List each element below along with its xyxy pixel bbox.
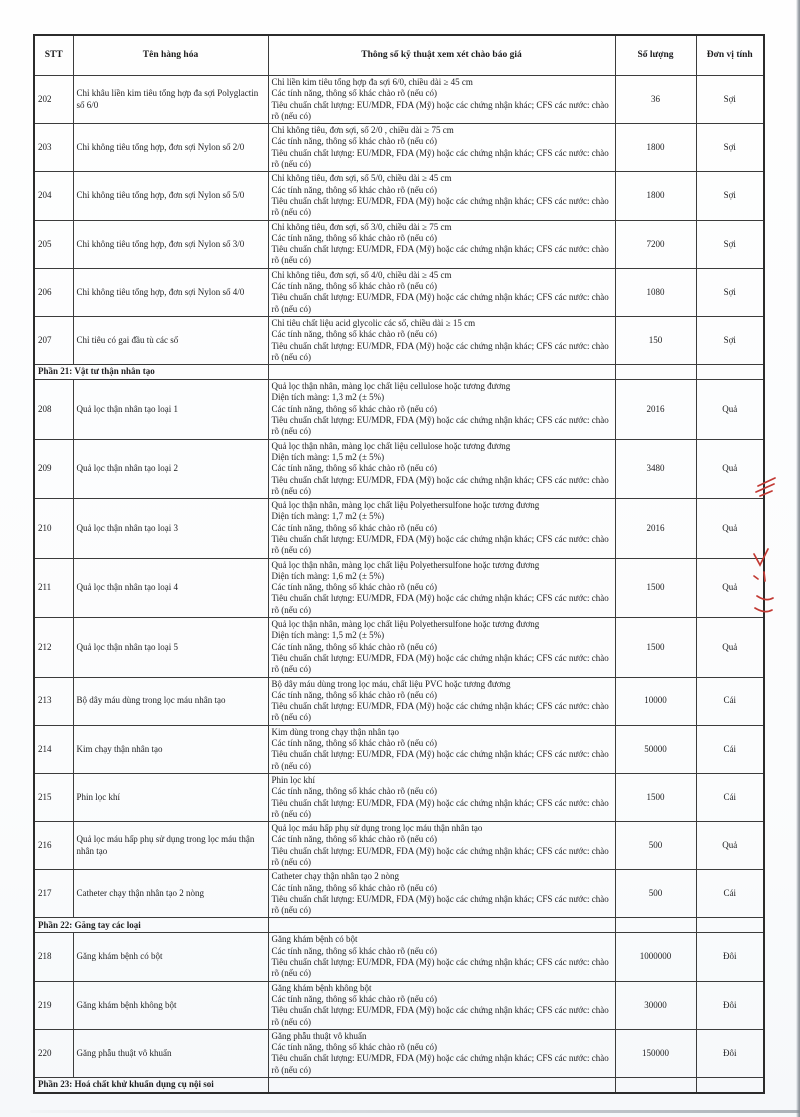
item-specs [268, 268, 615, 316]
item-name: Phin lọc khí [73, 773, 268, 821]
row-number: 203 [34, 124, 73, 172]
spec-line: Quả lọc thận nhân, màng lọc chất liệu Polyethersulfone hoặc tương đương [271, 500, 540, 511]
table-row [34, 618, 764, 677]
spec-line: Các tính năng, thông số khác chào rõ (nếu có) [271, 463, 437, 474]
section-empty-cell [696, 918, 764, 933]
item-unit: Quả [696, 822, 764, 870]
section-label: Phần 21: Vật tư thận nhân tạo [34, 365, 268, 380]
item-specs [268, 822, 615, 870]
section-empty-cell [696, 365, 764, 380]
spec-line: Các tính năng, thông số khác chào rõ (nếu có) [271, 136, 437, 147]
item-name: Găng khám bệnh có bột [73, 933, 268, 981]
spec-line: Tiêu chuẩn chất lượng: EU/MDR, FDA (Mỹ) hoặc các chứng nhận khác; CFS các nước: chào rõ (nếu có) [271, 1005, 609, 1027]
spec-line: Chỉ không tiêu, đơn sợi, số 3/0, chiều dài ≥ 75 cm [271, 221, 452, 232]
item-name: Quả lọc máu hấp phụ sử dụng trong lọc máu thận nhân tạo [73, 822, 268, 870]
item-specs [268, 124, 615, 172]
item-quantity: 1500 [615, 773, 696, 821]
item-specs [268, 725, 615, 773]
section-empty-cell [615, 1078, 696, 1094]
column-header-unit: Đơn vị tính [696, 35, 764, 76]
item-specs [268, 380, 615, 439]
spec-line: Tiêu chuẩn chất lượng: EU/MDR, FDA (Mỹ) hoặc các chứng nhận khác; CFS các nước: chào rõ (nếu có) [271, 1053, 609, 1075]
spec-line: Tiêu chuẩn chất lượng: EU/MDR, FDA (Mỹ) hoặc các chứng nhận khác; CFS các nước: chào rõ (nếu có) [271, 292, 609, 314]
item-specs [268, 499, 615, 558]
row-number: 217 [34, 870, 73, 918]
row-number: 212 [34, 618, 73, 677]
table-row [34, 380, 764, 439]
item-unit: Cái [696, 773, 764, 821]
item-name: Chỉ không tiêu tổng hợp, đơn sợi Nylon số 2/0 [73, 124, 268, 172]
scan-right-edge-shadow [796, 0, 800, 1117]
item-specs [268, 558, 615, 617]
spec-line: Tiêu chuẩn chất lượng: EU/MDR, FDA (Mỹ) hoặc các chứng nhận khác; CFS các nước: chào rõ (nếu có) [271, 593, 609, 615]
table-row [34, 870, 764, 918]
item-specs [268, 172, 615, 220]
table-row [34, 172, 764, 220]
item-unit: Quả [696, 618, 764, 677]
spec-line: Các tính năng, thông số khác chào rõ (nếu có) [271, 641, 437, 652]
spec-line: Các tính năng, thông số khác chào rõ (nếu có) [271, 281, 437, 292]
spec-line: Tiêu chuẩn chất lượng: EU/MDR, FDA (Mỹ) hoặc các chứng nhận khác; CFS các nước: chào rõ (nếu có) [271, 652, 609, 675]
item-specs [268, 870, 615, 918]
item-name: Chỉ không tiêu tổng hợp, đơn sợi Nylon số 3/0 [73, 220, 268, 268]
row-number: 214 [34, 725, 73, 773]
section-row [34, 1078, 764, 1094]
table-header [34, 35, 764, 76]
column-header-name: Tên hàng hóa [73, 35, 268, 76]
scan-bottom-edge-shadow [30, 1110, 800, 1113]
spec-line: Tiêu chuẩn chất lượng: EU/MDR, FDA (Mỹ) hoặc các chứng nhận khác; CFS các nước: chào rõ (nếu có) [271, 474, 609, 496]
section-label: Phần 23: Hoá chất khử khuẩn dụng cụ nội soi [34, 1078, 268, 1094]
spec-line: Các tính năng, thông số khác chào rõ (nếu có) [271, 522, 437, 533]
item-name: Chỉ không tiêu tổng hợp, đơn sợi Nylon số 5/0 [73, 172, 268, 220]
spec-line: Các tính năng, thông số khác chào rõ (nếu có) [271, 834, 437, 845]
row-number: 215 [34, 773, 73, 821]
spec-line: Các tính năng, thông số khác chào rõ (nếu có) [271, 786, 437, 797]
item-name: Quả lọc thận nhân tạo loại 2 [73, 439, 268, 498]
spec-line: Quả lọc máu hấp phụ sử dụng trong lọc máu thận nhân tạo [271, 823, 483, 834]
column-header-stt: STT [34, 35, 73, 76]
item-specs [268, 677, 615, 725]
spec-line: Găng khám bệnh có bột [271, 934, 358, 945]
section-row [34, 918, 764, 933]
column-header-qty: Số lượng [615, 35, 696, 76]
table-row [34, 1029, 764, 1077]
table-row [34, 773, 764, 821]
table-row [34, 439, 764, 498]
spec-line: Các tính năng, thông số khác chào rõ (nếu có) [271, 738, 437, 749]
row-number: 207 [34, 316, 73, 364]
item-name: Chỉ tiêu có gai đầu tù các số [73, 316, 268, 364]
item-quantity: 1500 [615, 558, 696, 617]
item-specs [268, 933, 615, 981]
spec-line: Tiêu chuẩn chất lượng: EU/MDR, FDA (Mỹ) hoặc các chứng nhận khác; CFS các nước: chào rõ (nếu có) [271, 147, 609, 170]
item-name: Quả lọc thận nhân tạo loại 5 [73, 618, 268, 677]
item-specs [268, 439, 615, 498]
row-number: 205 [34, 220, 73, 268]
item-name: Chỉ khâu liền kim tiêu tổng hợp đa sợi Polyglactin số 6/0 [73, 76, 268, 124]
spec-line: Tiêu chuẩn chất lượng: EU/MDR, FDA (Mỹ) hoặc các chứng nhận khác; CFS các nước: chào rõ (nếu có) [271, 340, 609, 362]
spec-line: Các tính năng, thông số khác chào rõ (nếu có) [271, 88, 437, 99]
spec-line: Tiêu chuẩn chất lượng: EU/MDR, FDA (Mỹ) hoặc các chứng nhận khác; CFS các nước: chào rõ (nếu có) [271, 957, 609, 979]
spec-line: Quả lọc thận nhân, màng lọc chất liệu Polyethersulfone hoặc tương đương [271, 559, 540, 570]
spec-line: Kim dùng trong chạy thận nhân tạo [271, 726, 399, 737]
item-quantity: 1500 [615, 618, 696, 677]
section-empty-cell [268, 365, 615, 380]
item-unit: Sợi [696, 76, 764, 124]
item-quantity: 150000 [615, 1029, 696, 1077]
handwritten-pen-marks [742, 462, 800, 632]
item-unit: Cái [696, 677, 764, 725]
spec-line: Bộ dây máu dùng trong lọc máu, chất liệu PVC hoặc tương đương [271, 678, 511, 689]
table-row [34, 822, 764, 870]
spec-line: Chỉ liền kim tiêu tổng hợp đa sợi 6/0, chiều dài ≥ 45 cm [271, 77, 473, 87]
spec-line: Diện tích màng: 1,5 m2 (± 5%) [271, 630, 385, 641]
row-number: 209 [34, 439, 73, 498]
spec-line: Tiêu chuẩn chất lượng: EU/MDR, FDA (Mỹ) hoặc các chứng nhận khác; CFS các nước: chào rõ (nếu có) [271, 533, 609, 556]
item-quantity: 1800 [615, 172, 696, 220]
spec-line: Quả lọc thận nhân, màng lọc chất liệu Polyethersulfone hoặc tương đương [271, 619, 540, 630]
spec-line: Diện tích màng: 1,6 m2 (± 5%) [271, 570, 385, 581]
item-name: Găng phẫu thuật vô khuẩn [73, 1029, 268, 1077]
item-quantity: 500 [615, 870, 696, 918]
item-specs [268, 773, 615, 821]
item-unit: Sợi [696, 124, 764, 172]
spec-line: Quả lọc thận nhân, màng lọc chất liệu cellulose hoặc tương đương [271, 381, 511, 392]
spec-line: Các tính năng, thông số khác chào rõ (nếu có) [271, 232, 437, 243]
spec-line: Các tính năng, thông số khác chào rõ (nếu có) [271, 882, 437, 893]
section-row [34, 365, 764, 380]
table-row [34, 677, 764, 725]
table-row [34, 76, 764, 124]
item-unit: Đôi [696, 981, 764, 1029]
spec-line: Diện tích màng: 1,5 m2 (± 5%) [271, 451, 385, 462]
item-unit: Đôi [696, 933, 764, 981]
spec-line: Chỉ không tiêu, đơn sợi, số 5/0, chiều dài ≥ 45 cm [271, 173, 452, 184]
spec-line: Chỉ tiêu chất liệu acid glycolic các số, chiều dài ≥ 15 cm [271, 317, 476, 328]
item-quantity: 3480 [615, 439, 696, 498]
item-unit: Cái [696, 725, 764, 773]
spec-line: Các tính năng, thông số khác chào rõ (nếu có) [271, 184, 437, 195]
item-name: Kim chạy thận nhân tạo [73, 725, 268, 773]
spec-line: Găng phẫu thuật vô khuẩn [271, 1030, 367, 1041]
spec-line: Catheter chạy thận nhân tạo 2 nòng [271, 871, 399, 882]
spec-line: Tiêu chuẩn chất lượng: EU/MDR, FDA (Mỹ) hoặc các chứng nhận khác; CFS các nước: chào rõ (nếu có) [271, 893, 609, 916]
item-name: Bộ dây máu dùng trong lọc máu nhân tạo [73, 677, 268, 725]
table-row [34, 220, 764, 268]
item-name: Găng khám bệnh không bột [73, 981, 268, 1029]
spec-line: Tiêu chuẩn chất lượng: EU/MDR, FDA (Mỹ) hoặc các chứng nhận khác; CFS các nước: chào rõ (nếu có) [271, 749, 609, 771]
spec-line: Các tính năng, thông số khác chào rõ (nếu có) [271, 945, 437, 956]
row-number: 202 [34, 76, 73, 124]
table-row [34, 499, 764, 558]
spec-line: Tiêu chuẩn chất lượng: EU/MDR, FDA (Mỹ) hoặc các chứng nhận khác; CFS các nước: chào rõ (nếu có) [271, 701, 609, 723]
spec-line: Tiêu chuẩn chất lượng: EU/MDR, FDA (Mỹ) hoặc các chứng nhận khác; CFS các nước: chào rõ (nếu có) [271, 797, 609, 819]
section-empty-cell [268, 918, 615, 933]
spec-line: Các tính năng, thông số khác chào rõ (nếu có) [271, 993, 437, 1004]
spec-line: Các tính năng, thông số khác chào rõ (nếu có) [271, 689, 437, 700]
item-unit: Cái [696, 870, 764, 918]
section-empty-cell [696, 1078, 764, 1094]
table-row [34, 316, 764, 364]
item-unit: Quả [696, 558, 764, 617]
spec-line: Diện tích màng: 1,3 m2 (± 5%) [271, 392, 385, 403]
column-header-spec: Thông số kỹ thuật xem xét chào báo giá [268, 35, 615, 76]
spec-line: Tiêu chuẩn chất lượng: EU/MDR, FDA (Mỹ) hoặc các chứng nhận khác; CFS các nước: chào rõ (nếu có) [271, 244, 609, 266]
item-specs [268, 618, 615, 677]
row-number: 204 [34, 172, 73, 220]
item-unit: Quả [696, 380, 764, 439]
section-empty-cell [615, 918, 696, 933]
row-number: 216 [34, 822, 73, 870]
spec-line: Tiêu chuẩn chất lượng: EU/MDR, FDA (Mỹ) hoặc các chứng nhận khác; CFS các nước: chào rõ (nếu có) [271, 845, 609, 867]
item-specs [268, 220, 615, 268]
row-number: 219 [34, 981, 73, 1029]
item-unit: Đôi [696, 1029, 764, 1077]
item-quantity: 36 [615, 76, 696, 124]
row-number: 218 [34, 933, 73, 981]
spec-line: Chỉ không tiêu, đơn sợi, số 2/0 , chiều dài ≥ 75 cm [271, 125, 454, 136]
item-name: Quả lọc thận nhân tạo loại 3 [73, 499, 268, 558]
item-unit: Sợi [696, 316, 764, 364]
row-number: 210 [34, 499, 73, 558]
section-label: Phần 22: Găng tay các loại [34, 918, 268, 933]
item-quantity: 30000 [615, 981, 696, 1029]
procurement-items-table [33, 34, 765, 1094]
table-row [34, 933, 764, 981]
item-quantity: 1080 [615, 268, 696, 316]
item-unit: Sợi [696, 268, 764, 316]
item-quantity: 1800 [615, 124, 696, 172]
item-quantity: 2016 [615, 380, 696, 439]
section-empty-cell [268, 1078, 615, 1094]
spec-line: Tiêu chuẩn chất lượng: EU/MDR, FDA (Mỹ) hoặc các chứng nhận khác; CFS các nước: chào rõ (nếu có) [271, 415, 609, 437]
spec-line: Các tính năng, thông số khác chào rõ (nếu có) [271, 403, 437, 414]
spec-line: Các tính năng, thông số khác chào rõ (nếu có) [271, 329, 437, 340]
item-quantity: 1000000 [615, 933, 696, 981]
item-specs [268, 981, 615, 1029]
item-specs [268, 1029, 615, 1077]
row-number: 208 [34, 380, 73, 439]
header-row [34, 35, 764, 76]
item-unit: Sợi [696, 172, 764, 220]
item-specs [268, 76, 615, 124]
item-quantity: 50000 [615, 725, 696, 773]
spec-line: Diện tích màng: 1,7 m2 (± 5%) [271, 511, 385, 522]
item-unit: Quả [696, 439, 764, 498]
item-quantity: 7200 [615, 220, 696, 268]
row-number: 213 [34, 677, 73, 725]
table-row [34, 558, 764, 617]
item-name: Chỉ không tiêu tổng hợp, đơn sợi Nylon số 4/0 [73, 268, 268, 316]
table-row [34, 981, 764, 1029]
table-row [34, 268, 764, 316]
item-quantity: 10000 [615, 677, 696, 725]
spec-line: Các tính năng, thông số khác chào rõ (nếu có) [271, 1042, 437, 1053]
table-body [34, 76, 764, 1094]
table-row [34, 725, 764, 773]
item-quantity: 2016 [615, 499, 696, 558]
row-number: 211 [34, 558, 73, 617]
spec-line: Chỉ không tiêu, đơn sợi, số 4/0, chiều dài ≥ 45 cm [271, 269, 452, 280]
spec-line: Tiêu chuẩn chất lượng: EU/MDR, FDA (Mỹ) hoặc các chứng nhận khác; CFS các nước: chào rõ (nếu có) [271, 195, 609, 218]
item-name: Quả lọc thận nhân tạo loại 4 [73, 558, 268, 617]
item-unit: Sợi [696, 220, 764, 268]
table-row [34, 124, 764, 172]
spec-line: Các tính năng, thông số khác chào rõ (nếu có) [271, 582, 437, 593]
item-unit: Quả [696, 499, 764, 558]
row-number: 206 [34, 268, 73, 316]
item-quantity: 150 [615, 316, 696, 364]
item-name: Quả lọc thận nhân tạo loại 1 [73, 380, 268, 439]
item-specs [268, 316, 615, 364]
item-name: Catheter chạy thận nhân tạo 2 nòng [73, 870, 268, 918]
spec-line: Tiêu chuẩn chất lượng: EU/MDR, FDA (Mỹ) hoặc các chứng nhận khác; CFS các nước: chào rõ (nếu có) [271, 99, 609, 121]
spec-line: Quả lọc thận nhân, màng lọc chất liệu cellulose hoặc tương đương [271, 440, 511, 451]
section-empty-cell [615, 365, 696, 380]
spec-line: Phin lọc khí [271, 774, 316, 785]
spec-line: Găng khám bệnh không bột [271, 982, 372, 993]
item-quantity: 500 [615, 822, 696, 870]
row-number: 220 [34, 1029, 73, 1077]
